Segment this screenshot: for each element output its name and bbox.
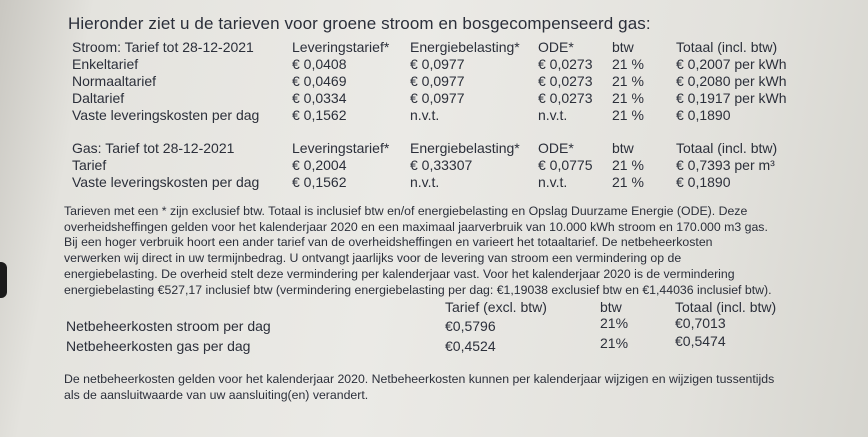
table-cell: € 0,7393 per m³ (676, 157, 775, 173)
table-cell: Leveringstarief* (292, 140, 390, 156)
table-cell: € 0,2007 per kWh (676, 56, 787, 72)
table-cell: 21 % (612, 157, 644, 173)
table-row (0, 73, 868, 90)
table-cell: btw (612, 140, 634, 156)
table-cell: btw (600, 299, 622, 315)
table-cell: Normaaltarief (72, 73, 157, 89)
footer-note (64, 372, 774, 403)
table-cell: € 0,1917 per kWh (676, 90, 787, 106)
table-cell: n.v.t. (538, 174, 568, 190)
table-cell: € 0,0469 (292, 73, 347, 89)
table-row (0, 107, 868, 124)
table-cell: € 0,0334 (292, 90, 347, 106)
table-cell: ODE* (538, 39, 574, 55)
table-cell: Energiebelasting* (410, 140, 520, 156)
table-cell: 21 % (612, 56, 644, 72)
table-cell: Vaste leveringskosten per dag (72, 107, 260, 123)
table-cell: Leveringstarief* (292, 39, 390, 55)
table-cell: €0,5474 (675, 333, 726, 349)
table-cell: € 0,1890 (676, 107, 731, 123)
footer-line: als de aansluitwaarde van uw aansluiting(en) verandert. (64, 387, 369, 402)
table-cell: Totaal (incl. btw) (676, 140, 778, 156)
table-row (0, 90, 868, 107)
paragraph-line: energiebelasting €527,17 inclusief btw (vermindering energiebelasting per dag: €1,19038 exclusief btw en €1,44036 inclusief btw). (64, 282, 772, 297)
table-cell: Netbeheerkosten stroom per dag (66, 318, 271, 334)
footer-line: De netbeheerkosten gelden voor het kalenderjaar 2020. Netbeheerkosten kunnen per kalenderjaar wijzigen en wijzigen tussentijds (64, 372, 775, 386)
table-row (0, 157, 868, 174)
table-row (0, 333, 868, 355)
explanation-paragraph (64, 204, 844, 298)
table-cell: Vaste leveringskosten per dag (72, 174, 260, 190)
table-cell: 21% (600, 335, 629, 351)
paragraph-line: overheidsheffingen gelden voor het kalenderjaar 2020 en een maximaal jaarverbruik van 10.000 kWh stroom en 170.000 m3 gas. (64, 219, 768, 234)
table-cell: Gas: Tarief tot 28-12-2021 (72, 140, 235, 156)
table-cell: Tarief (72, 157, 107, 173)
gas-header-row (0, 140, 868, 157)
table-cell: Totaal (incl. btw) (676, 39, 778, 55)
table-cell: € 0,1890 (676, 174, 731, 190)
table-cell: 21 % (612, 174, 644, 190)
table-cell: 21 % (612, 107, 644, 123)
table-cell: n.v.t. (410, 107, 440, 123)
table-cell: € 0,1562 (292, 174, 347, 190)
table-cell: € 0,0273 (538, 73, 593, 89)
table-cell: 21 % (612, 73, 644, 89)
table-cell: €0,4524 (445, 338, 496, 354)
paragraph-line: Bij een hoger verbruik hoort een ander tarief van de overheidsheffingen en varieert het totaaltarief. De netbeheerkosten (64, 235, 713, 250)
table-cell: €0,5796 (445, 318, 496, 334)
table-row (0, 174, 868, 191)
stroom-header-row (0, 39, 868, 56)
table-cell: € 0,0977 (410, 73, 465, 89)
table-cell: € 0,0273 (538, 56, 593, 72)
table-cell: n.v.t. (410, 174, 440, 190)
table-cell: n.v.t. (538, 107, 568, 123)
table-cell: Totaal (incl. btw) (675, 299, 777, 315)
table-cell: 21 % (612, 90, 644, 106)
table-cell: € 0,0775 (538, 157, 593, 173)
table-cell: € 0,1562 (292, 107, 347, 123)
table-cell: btw (612, 39, 634, 55)
paragraph-line: verwerken wij direct in uw termijnbedrag. U ontvangt jaarlijks voor de levering van stroom een vermindering op de (64, 251, 682, 266)
table-cell: ODE* (538, 140, 574, 156)
table-cell: 21% (600, 315, 629, 331)
table-cell: Tarief (excl. btw) (445, 299, 547, 315)
table-cell: Energiebelasting* (410, 39, 520, 55)
table-cell: Stroom: Tarief tot 28-12-2021 (72, 39, 254, 55)
paper-edge-shadow (0, 262, 7, 298)
table-cell: € 0,0977 (410, 90, 465, 106)
paragraph-line: energiebelasting. De overheid stelt deze vermindering per kalenderjaar vast. Voor het kalenderjaar 2020 is de vermindering (64, 266, 735, 281)
table-cell: Enkeltarief (72, 56, 139, 72)
table-cell: Daltarief (72, 90, 125, 106)
table-cell: € 0,0273 (538, 90, 593, 106)
table-cell: € 0,0408 (292, 56, 347, 72)
table-cell: € 0,0977 (410, 56, 465, 72)
table-cell: € 0,2080 per kWh (676, 73, 787, 89)
table-row (0, 56, 868, 73)
paragraph-line: Tarieven met een * zijn exclusief btw. Totaal is inclusief btw en/of energiebelasting en Opslag Duurzame Energie (ODE). Deze (64, 204, 748, 218)
table-row (0, 315, 868, 335)
netbeheer-header-row (0, 299, 868, 316)
table-cell: Netbeheerkosten gas per dag (66, 338, 251, 354)
table-cell: € 0,2004 (292, 157, 347, 173)
table-cell: € 0,33307 (410, 157, 473, 173)
table-cell: €0,7013 (675, 315, 726, 331)
page-title: Hieronder ziet u de tarieven voor groene stroom en bosgecompenseerd gas: (68, 14, 651, 33)
